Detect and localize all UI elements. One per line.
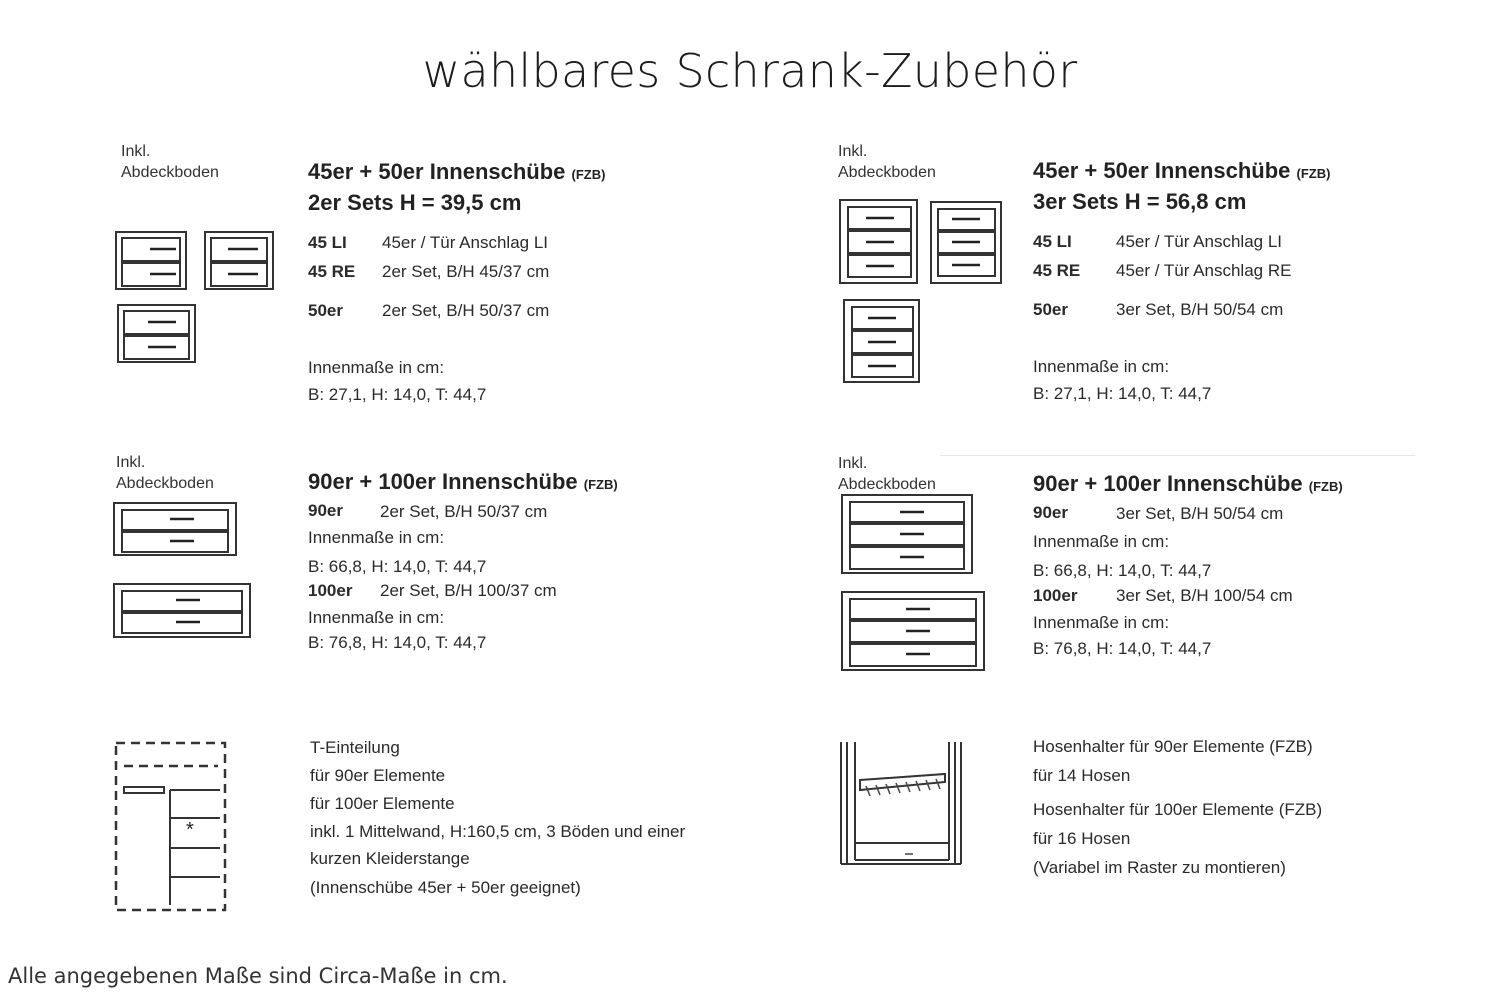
heading-text: 90er + 100er Innenschübe bbox=[1033, 471, 1303, 496]
section-subheading: 3er Sets H = 56,8 cm bbox=[1033, 189, 1247, 214]
divider-line bbox=[940, 455, 1415, 456]
variant-desc: 3er Set, B/H 100/54 cm bbox=[1116, 586, 1293, 605]
section-heading bbox=[1033, 155, 1330, 189]
inner-dimensions-values: B: 27,1, H: 14,0, T: 44,7 bbox=[308, 385, 487, 404]
note-abdeckboden: Abdeckboden bbox=[116, 475, 214, 492]
text-line: (Innenschübe 45er + 50er geeignet) bbox=[310, 878, 581, 897]
asterisk-marker: * bbox=[186, 819, 194, 841]
inner-dimensions-values: B: 27,1, H: 14,0, T: 44,7 bbox=[1033, 384, 1212, 403]
variant-code: 45 RE bbox=[1033, 261, 1081, 280]
heading-text: 90er + 100er Innenschübe bbox=[308, 469, 578, 494]
inner-dimensions-label: Innenmaße in cm: bbox=[1033, 532, 1170, 551]
note-abdeckboden: Abdeckboden bbox=[121, 164, 219, 181]
section-heading bbox=[308, 156, 605, 190]
note-abdeckboden: Abdeckboden bbox=[838, 476, 936, 493]
note-abdeckboden: Abdeckboden bbox=[838, 164, 936, 181]
inner-dimensions-values: B: 76,8, H: 14,0, T: 44,7 bbox=[1033, 639, 1212, 658]
variant-desc: 2er Set, B/H 100/37 cm bbox=[380, 581, 557, 600]
variant-code: 50er bbox=[308, 301, 343, 320]
inner-dimensions-values: B: 76,8, H: 14,0, T: 44,7 bbox=[308, 633, 487, 652]
section-heading bbox=[308, 466, 618, 500]
variant-code: 50er bbox=[1033, 300, 1068, 319]
variant-desc: 45er / Tür Anschlag LI bbox=[1116, 232, 1283, 251]
variant-desc: 45er / Tür Anschlag RE bbox=[1116, 261, 1292, 280]
inner-dimensions-values: B: 66,8, H: 14,0, T: 44,7 bbox=[1033, 561, 1212, 580]
variant-code: 90er bbox=[308, 501, 343, 520]
inner-dimensions-label: Innenmaße in cm: bbox=[1033, 613, 1170, 632]
fzb-tag: (FZB) bbox=[1308, 479, 1343, 494]
inner-dimensions-values: B: 66,8, H: 14,0, T: 44,7 bbox=[308, 557, 487, 576]
section-subheading: 2er Sets H = 39,5 cm bbox=[308, 190, 522, 215]
inner-dimensions-label: Innenmaße in cm: bbox=[308, 608, 445, 627]
text-line: Hosenhalter für 90er Elemente (FZB) bbox=[1033, 737, 1313, 756]
variant-desc: 2er Set, B/H 45/37 cm bbox=[382, 262, 550, 281]
variant-code: 90er bbox=[1033, 503, 1068, 522]
variant-code: 100er bbox=[308, 581, 353, 600]
fzb-tag: (FZB) bbox=[571, 167, 606, 182]
trouser-rack-illustration bbox=[0, 0, 1, 1]
heading-text: 45er + 50er Innenschübe bbox=[1033, 158, 1291, 183]
text-line: Hosenhalter für 100er Elemente (FZB) bbox=[1033, 800, 1323, 819]
note-inkl: Inkl. bbox=[116, 454, 146, 471]
inner-dimensions-label: Innenmaße in cm: bbox=[308, 528, 445, 547]
note-inkl: Inkl. bbox=[121, 143, 151, 160]
text-line: (Variabel im Raster zu montieren) bbox=[1033, 858, 1286, 877]
section-heading bbox=[1033, 468, 1343, 502]
fzb-tag: (FZB) bbox=[1296, 166, 1331, 181]
text-line: T-Einteilung bbox=[310, 738, 400, 757]
variant-desc: 3er Set, B/H 50/54 cm bbox=[1116, 300, 1284, 319]
text-line: inkl. 1 Mittelwand, H:160,5 cm, 3 Böden und einer bbox=[310, 822, 686, 841]
text-line: für 14 Hosen bbox=[1033, 766, 1131, 785]
text-line: für 100er Elemente bbox=[310, 794, 455, 813]
variant-code: 45 LI bbox=[308, 233, 347, 252]
page-title: wählbares Schrank-Zubehör bbox=[422, 44, 1078, 98]
inner-dimensions-label: Innenmaße in cm: bbox=[1033, 357, 1170, 376]
variant-code: 45 RE bbox=[308, 262, 356, 281]
variant-code: 100er bbox=[1033, 586, 1078, 605]
variant-desc: 2er Set, B/H 50/37 cm bbox=[380, 502, 548, 521]
fzb-tag: (FZB) bbox=[583, 477, 618, 492]
note-inkl: Inkl. bbox=[838, 143, 868, 160]
variant-desc: 45er / Tür Anschlag LI bbox=[382, 233, 549, 252]
variant-code: 45 LI bbox=[1033, 232, 1072, 251]
text-line: für 16 Hosen bbox=[1033, 829, 1131, 848]
inner-dimensions-label: Innenmaße in cm: bbox=[308, 358, 445, 377]
text-line: für 90er Elemente bbox=[310, 766, 446, 785]
footer-note: Alle angegebenen Maße sind Circa-Maße in cm. bbox=[8, 964, 508, 988]
variant-desc: 3er Set, B/H 50/54 cm bbox=[1116, 504, 1284, 523]
variant-desc: 2er Set, B/H 50/37 cm bbox=[382, 301, 550, 320]
note-inkl: Inkl. bbox=[838, 455, 868, 472]
heading-text: 45er + 50er Innenschübe bbox=[308, 159, 566, 184]
text-line: kurzen Kleiderstange bbox=[310, 849, 470, 868]
